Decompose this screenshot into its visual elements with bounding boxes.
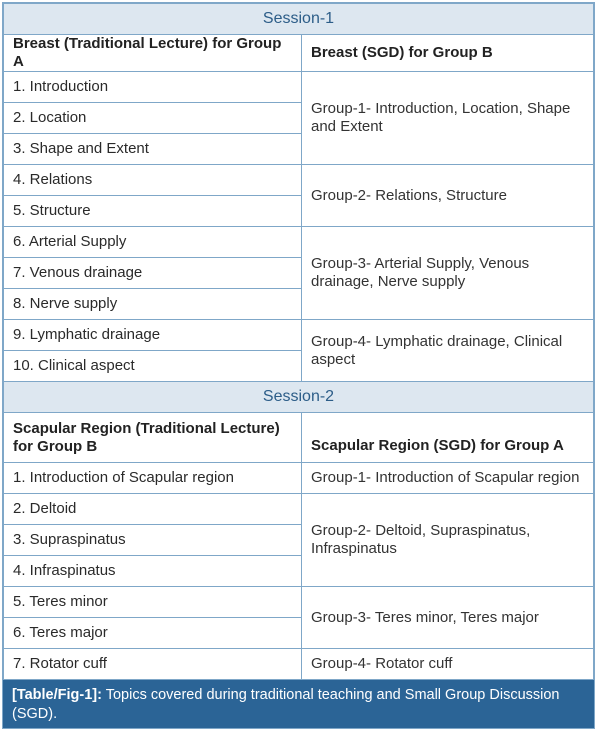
topic-cell: 8. Nerve supply [4, 289, 302, 320]
session-2-lecture-header: Scapular Region (Traditional Lecture) for Group B [4, 413, 302, 463]
topic-cell: 3. Shape and Extent [4, 134, 302, 165]
session-1-title: Session-1 [4, 4, 594, 35]
table-row [4, 165, 594, 196]
group-cell: Group-2- Deltoid, Supraspinatus, Infraspinatus [302, 494, 594, 587]
group-cell: Group-2- Relations, Structure [302, 165, 594, 227]
group-cell: Group-3- Teres minor, Teres major [302, 587, 594, 649]
session-2-sgd-header: Scapular Region (SGD) for Group A [302, 413, 594, 463]
topic-cell: 2. Deltoid [4, 494, 302, 525]
table-row [4, 227, 594, 258]
topic-cell: 7. Venous drainage [4, 258, 302, 289]
session-1-column-headers [4, 35, 594, 72]
session-1-lecture-header: Breast (Traditional Lecture) for Group A [4, 35, 302, 72]
session-2-column-headers [4, 413, 594, 463]
session-2-header-row [4, 382, 594, 413]
topic-cell: 9. Lymphatic drainage [4, 320, 302, 351]
topic-cell: 10. Clinical aspect [4, 351, 302, 382]
topic-cell: 2. Location [4, 103, 302, 134]
topic-cell: 6. Teres major [4, 618, 302, 649]
topic-cell: 5. Teres minor [4, 587, 302, 618]
group-cell: Group-3- Arterial Supply, Venous drainage, Nerve supply [302, 227, 594, 320]
topic-cell: 5. Structure [4, 196, 302, 227]
topic-cell: 7. Rotator cuff [4, 649, 302, 680]
caption-text: Topics covered during traditional teaching and Small Group Discussion (SGD). [12, 687, 560, 722]
topic-cell: 1. Introduction of Scapular region [4, 463, 302, 494]
topic-cell: 4. Infraspinatus [4, 556, 302, 587]
group-cell: Group-1- Introduction, Location, Shape and Extent [302, 72, 594, 165]
table-row [4, 463, 594, 494]
topic-cell: 1. Introduction [4, 72, 302, 103]
session-1-header-row [4, 4, 594, 35]
group-cell: Group-1- Introduction of Scapular region [302, 463, 594, 494]
table-figure [2, 2, 595, 729]
topic-cell: 3. Supraspinatus [4, 525, 302, 556]
session-1-sgd-header: Breast (SGD) for Group B [302, 35, 594, 72]
table-row [4, 649, 594, 680]
topic-cell: 6. Arterial Supply [4, 227, 302, 258]
table-row [4, 320, 594, 351]
table-caption [3, 680, 594, 728]
group-cell: Group-4- Rotator cuff [302, 649, 594, 680]
topics-table [3, 3, 594, 680]
session-2-title: Session-2 [4, 382, 594, 413]
table-row [4, 72, 594, 103]
table-row [4, 494, 594, 525]
caption-tag: [Table/Fig-1]: [12, 687, 102, 703]
topic-cell: 4. Relations [4, 165, 302, 196]
group-cell: Group-4- Lymphatic drainage, Clinical aspect [302, 320, 594, 382]
table-row [4, 587, 594, 618]
